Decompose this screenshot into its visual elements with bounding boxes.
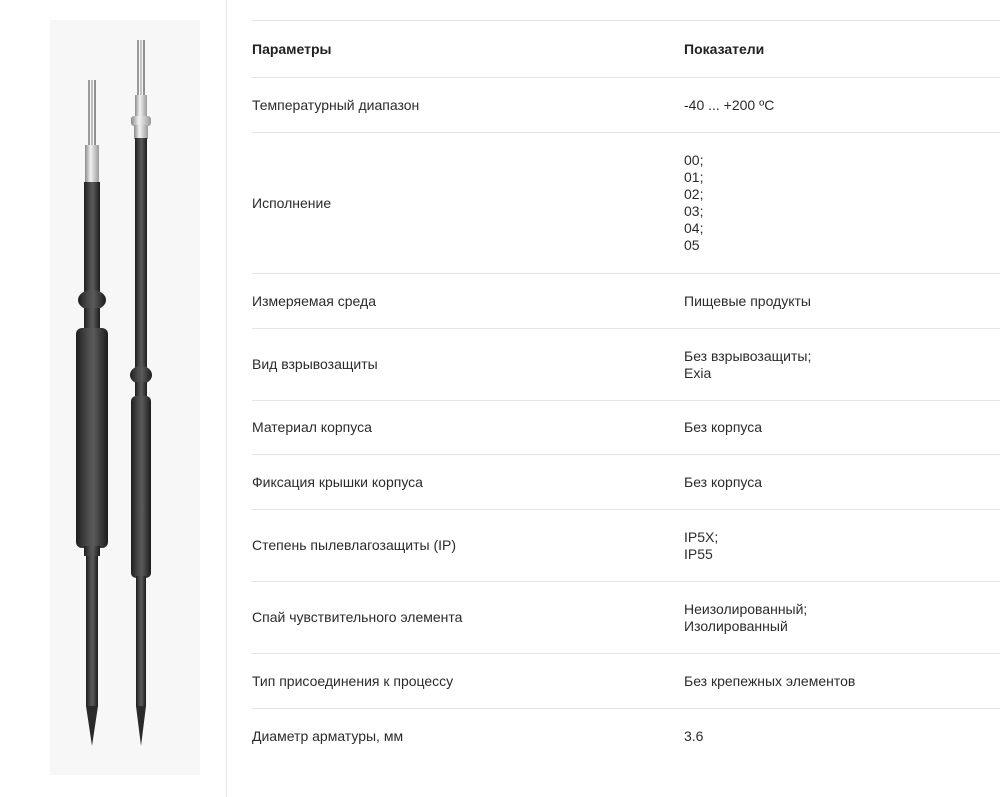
panel-divider bbox=[226, 0, 227, 797]
probe-left bbox=[76, 80, 108, 746]
value-line: 05 bbox=[684, 237, 700, 253]
row-value bbox=[684, 709, 1000, 764]
row-value bbox=[684, 78, 1000, 133]
row-value bbox=[684, 329, 1000, 401]
row-param: Измеряемая среда bbox=[252, 274, 684, 329]
row-param: Вид взрывозащиты bbox=[252, 329, 684, 401]
table-row bbox=[252, 329, 1000, 401]
header-value: Показатели bbox=[684, 21, 1000, 78]
table-row bbox=[252, 401, 1000, 455]
row-value bbox=[684, 274, 1000, 329]
temperature-probe-photo bbox=[0, 0, 226, 797]
value-line: -40 ... +200 ºС bbox=[684, 96, 775, 113]
row-value bbox=[684, 401, 1000, 455]
value-line: Пищевые продукты bbox=[684, 292, 811, 309]
value-line: Exia bbox=[684, 364, 712, 381]
row-param: Температурный диапазон bbox=[252, 78, 684, 133]
row-param: Тип присоединения к процессу bbox=[252, 654, 684, 709]
row-value bbox=[684, 582, 1000, 654]
value-line: Без корпуса bbox=[684, 419, 763, 435]
value-line: 03; bbox=[684, 203, 704, 219]
row-param: Диаметр арматуры, мм bbox=[252, 709, 684, 764]
row-value bbox=[684, 455, 1000, 510]
row-value bbox=[684, 510, 1000, 582]
value-line: 01; bbox=[684, 169, 704, 185]
value-line: 3.6 bbox=[684, 727, 704, 744]
specifications-table bbox=[252, 20, 1000, 764]
table-row bbox=[252, 654, 1000, 709]
value-line: 00; bbox=[684, 152, 704, 168]
row-value bbox=[684, 133, 1000, 274]
table-row bbox=[252, 274, 1000, 329]
table-row bbox=[252, 78, 1000, 133]
row-value bbox=[684, 654, 1000, 709]
row-param: Спай чувствительного элемента bbox=[252, 582, 684, 654]
table-row bbox=[252, 709, 1000, 764]
value-line: Без корпуса bbox=[684, 473, 763, 490]
product-image-panel bbox=[0, 0, 226, 797]
value-line: Без взрывозащиты; bbox=[684, 347, 812, 364]
value-line: 02; bbox=[684, 186, 704, 202]
row-param: Исполнение bbox=[252, 133, 684, 274]
value-line: Без крепежных элементов bbox=[684, 672, 856, 689]
value-line: IP55 bbox=[684, 545, 713, 562]
value-line: Неизолированный; bbox=[684, 600, 808, 617]
value-line: Изолированный bbox=[684, 617, 788, 634]
row-param: Степень пылевлагозащиты (IP) bbox=[252, 510, 684, 582]
header-param: Параметры bbox=[252, 21, 684, 78]
row-param: Материал корпуса bbox=[252, 401, 684, 455]
value-line: 04; bbox=[684, 220, 704, 236]
table-row bbox=[252, 582, 1000, 654]
value-line: IP5X; bbox=[684, 528, 719, 545]
row-param: Фиксация крышки корпуса bbox=[252, 455, 684, 510]
table-row bbox=[252, 510, 1000, 582]
probe-right bbox=[130, 40, 152, 746]
table-row bbox=[252, 455, 1000, 510]
table-header-row bbox=[252, 21, 1000, 78]
table-row bbox=[252, 133, 1000, 274]
